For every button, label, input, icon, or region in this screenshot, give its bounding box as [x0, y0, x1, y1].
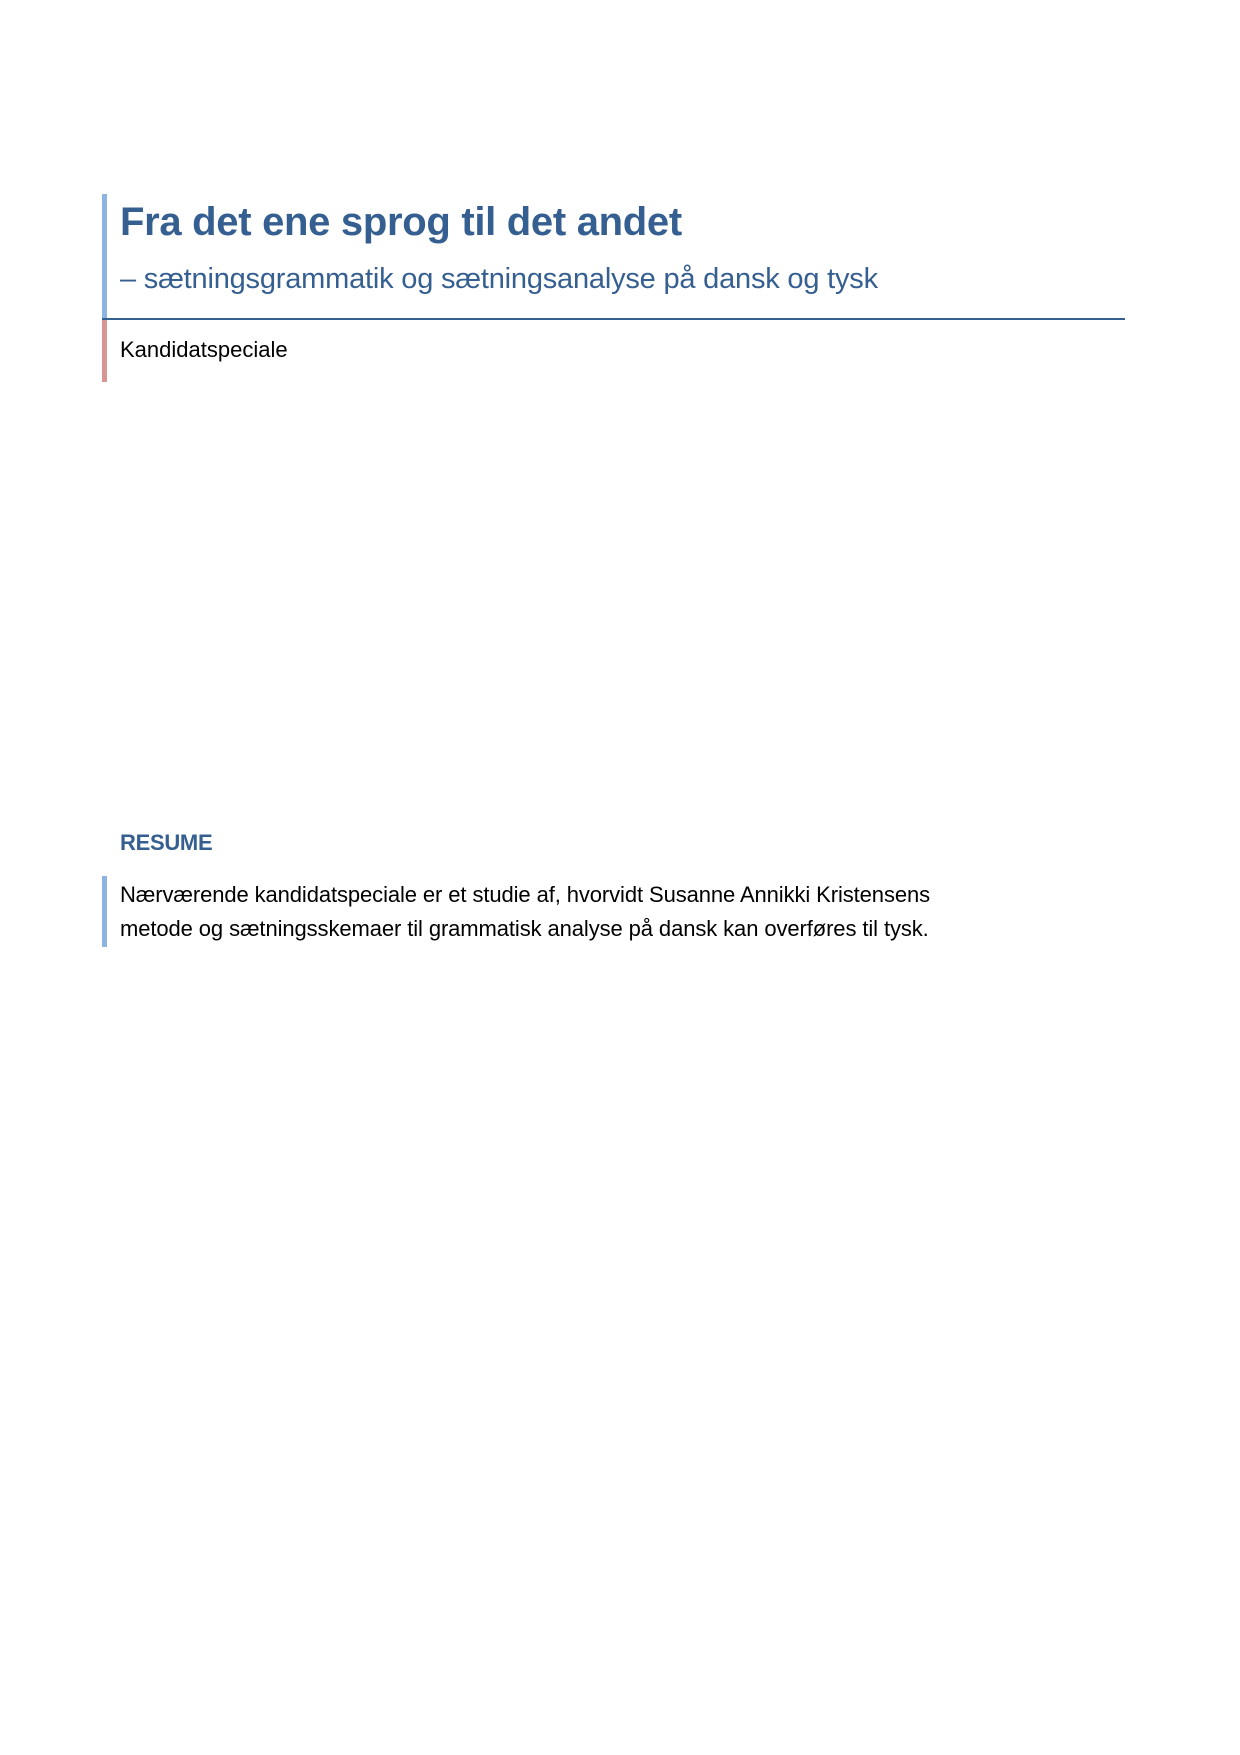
- abstract-text: [120, 878, 1105, 946]
- title-accent-bar: [102, 194, 107, 319]
- abstract-line: metode og sætningsskemaer til grammatisk analyse på dansk kan overføres til tysk.: [120, 916, 929, 941]
- abstract-accent-bar: [102, 876, 107, 947]
- abstract-block: [102, 876, 1102, 947]
- abstract-line: Nærværende kandidatspeciale er et studie af, hvorvidt Susanne Annikki Kristensens: [120, 882, 931, 907]
- title-block: [102, 194, 1125, 319]
- document-type-accent-bar: [102, 320, 107, 382]
- document-subtitle: – sætningsgrammatik og sætningsanalyse på dansk og tysk: [120, 263, 878, 295]
- document-title: Fra det ene sprog til det andet: [120, 200, 682, 244]
- resume-heading: RESUME: [120, 830, 213, 855]
- document-type-label: Kandidatspeciale: [120, 337, 288, 362]
- document-type-block: [102, 320, 1002, 382]
